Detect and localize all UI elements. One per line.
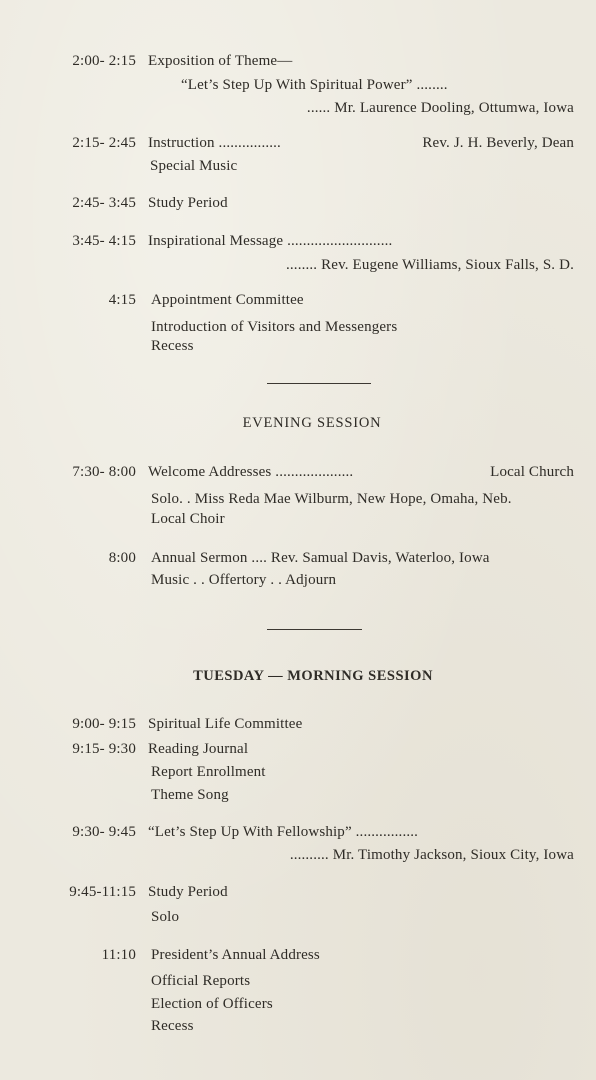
time-2-15: 2:15- 2:45 <box>72 135 136 151</box>
time-8-00: 8:00 <box>108 550 136 566</box>
time-7-30: 7:30- 8:00 <box>72 464 136 480</box>
instruction: Instruction ................ <box>148 135 281 151</box>
fellowship-title: “Let’s Step Up With Fellowship” ................ <box>148 824 419 840</box>
time-9-45: 9:45-11:15 <box>69 884 136 900</box>
time-9-15: 9:15- 9:30 <box>72 741 136 757</box>
exposition-of-theme: Exposition of Theme— <box>148 53 293 69</box>
reading-journal: Reading Journal <box>148 741 249 757</box>
instruction-speaker: Rev. J. H. Beverly, Dean <box>422 135 574 151</box>
time-9-00: 9:00- 9:15 <box>72 716 136 732</box>
evening-session-heading: EVENING SESSION <box>242 415 382 431</box>
tuesday-study-period: Study Period <box>148 884 228 900</box>
local-church: Local Church <box>490 464 574 480</box>
annual-sermon: Annual Sermon .... Rev. Samual Davis, Waterloo, Iowa <box>151 550 490 566</box>
election-of-officers: Election of Officers <box>151 996 273 1012</box>
recess-1: Recess <box>151 338 194 354</box>
study-period: Study Period <box>148 195 228 211</box>
tuesday-morning-heading: TUESDAY — MORNING SESSION <box>193 668 433 684</box>
time-11-10: 11:10 <box>101 947 136 963</box>
spiritual-life-committee: Spiritual Life Committee <box>148 716 303 732</box>
divider-2 <box>267 629 362 630</box>
time-4-15: 4:15 <box>108 292 136 308</box>
evening-solo: Solo. . Miss Reda Mae Wilburm, New Hope, Omaha, Neb. <box>151 491 512 507</box>
presidents-annual-address: President’s Annual Address <box>151 947 320 963</box>
theme-title: “Let’s Step Up With Spiritual Power” ........ <box>181 77 448 93</box>
music-offertory-adjourn: Music . . Offertory . . Adjourn <box>151 572 337 588</box>
tuesday-solo: Solo <box>151 909 180 925</box>
time-3-45: 3:45- 4:15 <box>72 233 136 249</box>
welcome-addresses: Welcome Addresses .................... <box>148 464 354 480</box>
theme-song: Theme Song <box>151 787 229 803</box>
inspirational-speaker: ........ Rev. Eugene Williams, Sioux Falls, S. D. <box>286 257 574 273</box>
time-2-45: 2:45- 3:45 <box>72 195 136 211</box>
time-9-30: 9:30- 9:45 <box>72 824 136 840</box>
introduction-of-visitors: Introduction of Visitors and Messengers <box>151 319 398 335</box>
appointment-committee: Appointment Committee <box>151 292 304 308</box>
local-choir: Local Choir <box>151 511 225 527</box>
special-music: Special Music <box>150 158 238 174</box>
fellowship-speaker: .......... Mr. Timothy Jackson, Sioux City, Iowa <box>289 847 574 863</box>
official-reports: Official Reports <box>151 973 251 989</box>
divider-1 <box>267 383 371 384</box>
report-enrollment: Report Enrollment <box>151 764 266 780</box>
theme-speaker: ...... Mr. Laurence Dooling, Ottumwa, Iowa <box>306 100 574 116</box>
recess-2: Recess <box>151 1018 194 1034</box>
time-2-00: 2:00- 2:15 <box>72 53 136 69</box>
inspirational-message: Inspirational Message ........................... <box>148 233 393 249</box>
